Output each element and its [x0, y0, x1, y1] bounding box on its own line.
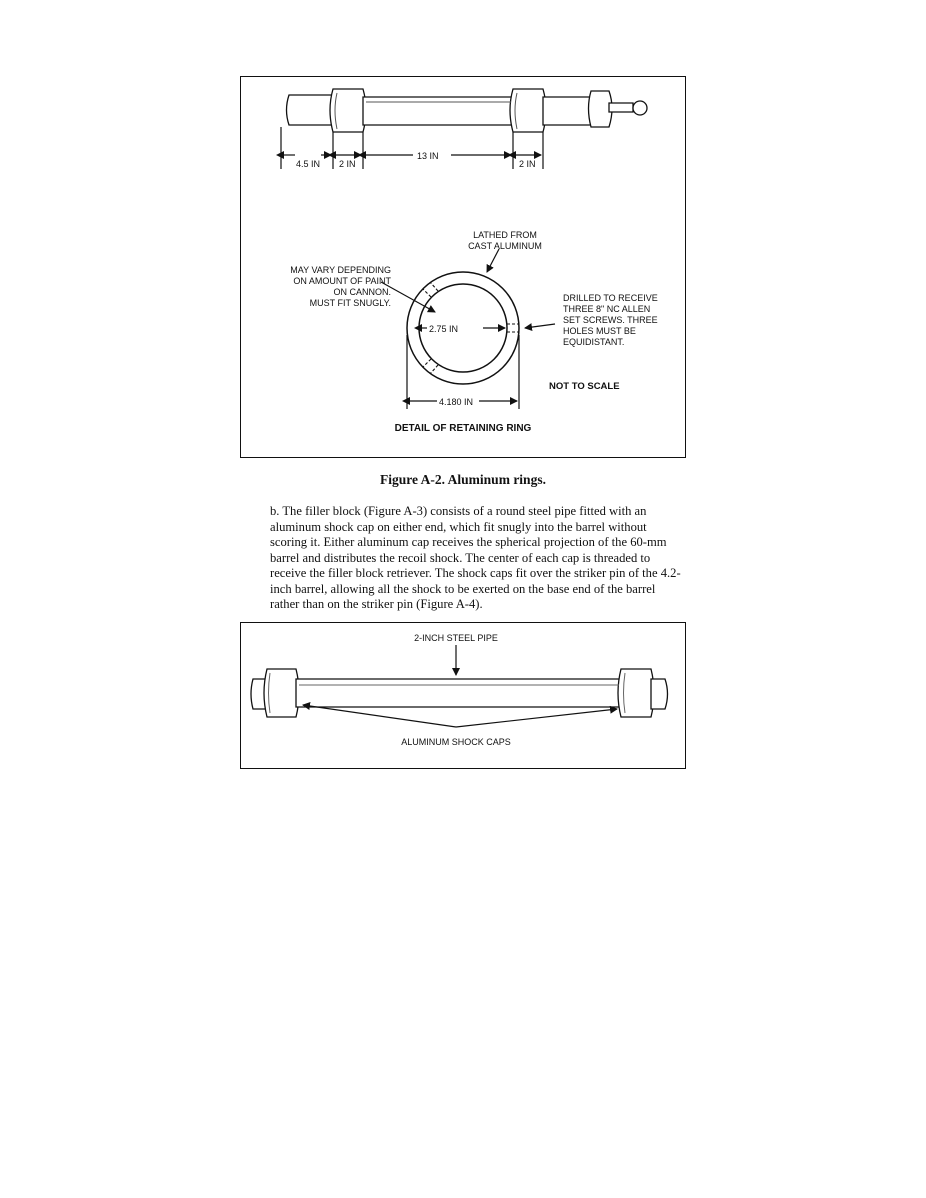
- paragraph-line: b. The filler block (Figure A-3) consists of a round steel pipe fitted with an: [270, 504, 647, 518]
- dim-label-3: 13 IN: [417, 151, 439, 161]
- figure-a2-caption: Figure A-2. Aluminum rings.: [380, 472, 546, 487]
- shock-caps-label: ALUMINUM SHOCK CAPS: [401, 737, 511, 747]
- figure-a2-drawing: [241, 77, 687, 459]
- paragraph-line: rather than on the striker pin (Figure A-4).: [270, 597, 483, 611]
- detail-title: DETAIL OF RETAINING RING: [394, 423, 532, 434]
- dim-label-1: 4.5 IN: [296, 159, 321, 169]
- drilled-label-line-3: SET SCREWS. THREE: [563, 315, 658, 325]
- drilled-label-line-5: EQUIDISTANT.: [563, 337, 625, 347]
- dim-label-2: 2 IN: [339, 159, 356, 169]
- paragraph-line: inch barrel, allowing all the shock to be exerted on the base end of the barrel: [270, 581, 656, 596]
- paragraph-line: aluminum shock cap on either end, which fit snugly into the barrel without: [270, 519, 647, 534]
- figure-a2-frame: [240, 76, 686, 458]
- figure-a3-frame: [240, 622, 686, 769]
- figure-a3-drawing: [241, 623, 687, 770]
- vary-label-line-2: ON AMOUNT OF PAINT: [293, 276, 391, 286]
- drilled-label-line-2: THREE 8" NC ALLEN: [563, 304, 651, 314]
- vary-label-line-4: MUST FIT SNUGLY.: [309, 298, 391, 308]
- steel-pipe-label: 2-INCH STEEL PIPE: [414, 633, 498, 643]
- lathed-label-line-1: LATHED FROM: [473, 230, 537, 240]
- drilled-label-line-4: HOLES MUST BE: [563, 326, 636, 336]
- drilled-label-line-1: DRILLED TO RECEIVE: [563, 293, 658, 303]
- paragraph-line: receive the filler block retriever. The shock caps fit over the striker pin of the 4.2-: [270, 566, 681, 580]
- vary-label-line-3: ON CANNON.: [333, 287, 391, 297]
- outer-diameter-label: 4.180 IN: [439, 397, 474, 407]
- rod-assembly: [287, 89, 648, 132]
- paragraph-line: scoring it. Either aluminum cap receives the spherical projection of the 60-mm: [270, 535, 667, 549]
- lathed-label-line-2: CAST ALUMINUM: [468, 241, 542, 251]
- paragraph-line: barrel and distributes the recoil shock. The center of each cap is threaded to: [270, 550, 651, 565]
- inner-diameter-label: 2.75 IN: [429, 324, 459, 334]
- dim-label-4: 2 IN: [519, 159, 536, 169]
- not-to-scale-label: NOT TO SCALE: [549, 381, 620, 392]
- vary-label-line-1: MAY VARY DEPENDING: [290, 265, 391, 275]
